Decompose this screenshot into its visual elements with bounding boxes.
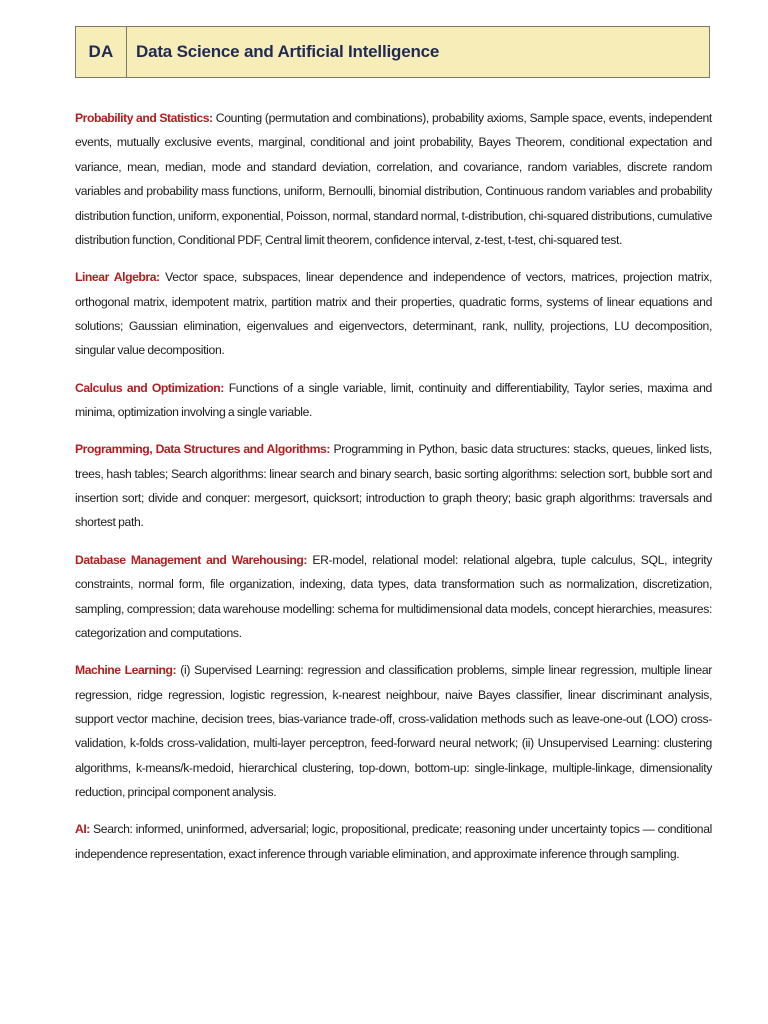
section-body: (i) Supervised Learning: regression and classification problems, simple linear regression, multiple linear regression, ridge regression, logistic regression, k-nearest neighbour, naive Bayes classifier, linear discriminant analysis, support vector machine, decision trees, bias-variance trade-off, cross-validation methods such as leave-one-out (LOO) cross-validation, k-folds cross-validation, multi-layer perceptron, feed-forward neural network; (ii) Unsupervised Learning: clustering algorithms, k-means/k-medoid, hierarchical clustering, top-down, bottom-up: single-linkage, multiple-linkage, dimensionality reduction, principal component analysis. — [75, 663, 712, 800]
section-body: Counting (permutation and combinations), probability axioms, Sample space, events, independent events, mutually exclusive events, marginal, conditional and joint probability, Bayes Theorem, conditional expectation and variance, mean, median, mode and standard deviation, correlation, and covariance, random variables, discrete random variables and probability mass functions, uniform, Bernoulli, binomial distribution, Continuous random variables and probability distribution function, uniform, exponential, Poisson, normal, standard normal, t-distribution, chi-squared distributions, cumulative distribution function, Conditional PDF, Central limit theorem, confidence interval, z-test, t-test, chi-squared test. — [75, 111, 712, 248]
section-machine-learning — [75, 658, 712, 804]
subject-title: Data Science and Artificial Intelligence — [136, 42, 440, 61]
section-heading: Probability and Statistics: — [75, 111, 213, 125]
section-body: Programming in Python, basic data structures: stacks, queues, linked lists, trees, hash tables; Search algorithms: linear search and binary search, basic sorting algorithms: selection sort, bubble sort and insertion sort; divide and conquer: mergesort, quicksort; introduction to graph theory; basic graph algorithms: traversals and shortest path. — [75, 442, 712, 530]
section-probability-statistics — [75, 106, 712, 252]
section-heading: AI: — [75, 822, 90, 837]
section-body: ER-model, relational model: relational algebra, tuple calculus, SQL, integrity constraints, normal form, file organization, indexing, data types, data transformation such as normalization, discretization, sampling, compression; data warehouse modelling: schema for multidimensional data models, concept hierarchies, measures: categorization and computations. — [75, 552, 712, 640]
syllabus-content — [75, 106, 712, 879]
section-heading: Linear Algebra: — [75, 270, 160, 285]
section-body: Vector space, subspaces, linear dependence and independence of vectors, matrices, projection matrix, orthogonal matrix, idempotent matrix, partition matrix and their properties, quadratic forms, systems of linear equations and solutions; Gaussian elimination, eigenvalues and eigenvectors, determinant, rank, nullity, projections, LU decomposition, singular value decomposition. — [75, 270, 712, 358]
section-heading: Machine Learning: — [75, 663, 177, 678]
section-calculus-optimization — [75, 376, 712, 425]
section-database-warehousing — [75, 548, 712, 646]
section-linear-algebra — [75, 265, 712, 363]
section-ai — [75, 817, 712, 866]
section-heading: Programming, Data Structures and Algorithms: — [75, 442, 330, 457]
section-body: Search: informed, uninformed, adversarial; logic, propositional, predicate; reasoning under uncertainty topics — conditional independence representation, exact inference through variable elimination, and approximate inference through sampling. — [75, 822, 712, 861]
section-heading: Database Management and Warehousing: — [75, 552, 308, 567]
subject-code: DA — [76, 27, 127, 77]
section-body: Functions of a single variable, limit, continuity and differentiability, Taylor series, maxima and minima, optimization involving a single variable. — [75, 380, 712, 420]
section-programming-dsa — [75, 437, 712, 535]
section-heading: Calculus and Optimization: — [75, 380, 224, 395]
subject-header — [75, 26, 710, 78]
